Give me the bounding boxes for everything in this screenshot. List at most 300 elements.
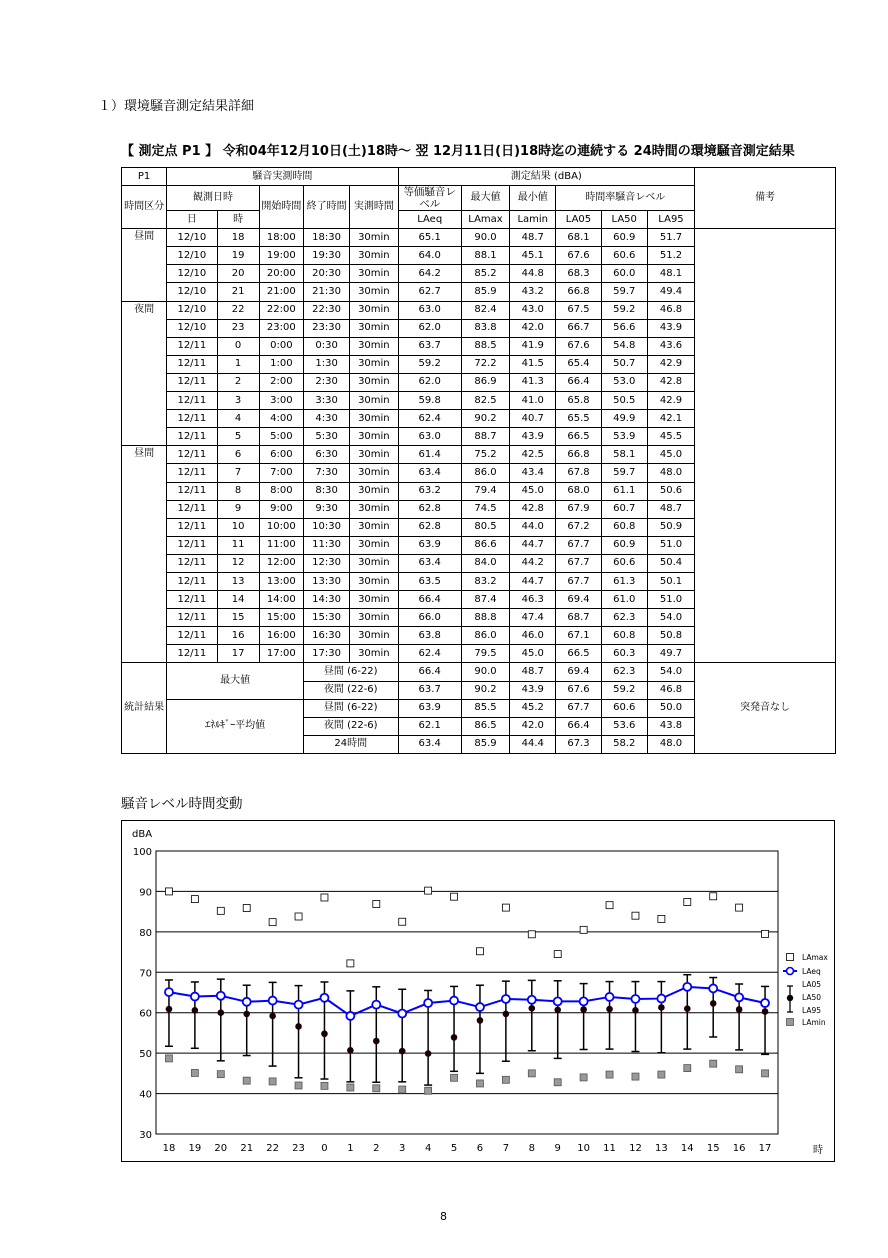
table-cell: 19 xyxy=(217,247,259,265)
table-cell: 30min xyxy=(350,247,398,265)
table-cell: 21:00 xyxy=(259,283,303,301)
table-cell: 65.5 xyxy=(556,410,601,428)
table-cell: 42.9 xyxy=(647,355,694,373)
la50-point xyxy=(580,1006,587,1013)
table-cell: 85.2 xyxy=(461,265,509,283)
table-cell: 15 xyxy=(217,609,259,627)
table-cell: 51.0 xyxy=(647,536,694,554)
table-cell: 1:00 xyxy=(259,355,303,373)
table-cell: 88.7 xyxy=(461,428,509,446)
la50-point xyxy=(295,1023,302,1030)
table-cell: 12/11 xyxy=(167,572,217,590)
header-time-group: 騒音実測時間 xyxy=(167,168,398,186)
table-cell: 67.3 xyxy=(556,735,601,753)
table-cell: 30min xyxy=(350,428,398,446)
table-cell: 21:30 xyxy=(303,283,349,301)
la50-point xyxy=(528,1005,535,1012)
table-cell: 2:30 xyxy=(303,373,349,391)
noise-results-table xyxy=(121,167,836,754)
laeq-point xyxy=(398,1010,406,1018)
table-cell: 66.4 xyxy=(556,373,601,391)
legend-label: LA95 xyxy=(802,1006,822,1015)
table-cell: 9:30 xyxy=(303,500,349,518)
table-cell: 4:00 xyxy=(259,410,303,428)
lamax-point xyxy=(580,926,587,933)
table-cell: 12/10 xyxy=(167,229,217,247)
laeq-point xyxy=(735,993,743,1001)
table-cell: 61.0 xyxy=(601,591,647,609)
lamax-point xyxy=(165,888,172,895)
table-cell: 62.8 xyxy=(398,518,461,536)
table-cell: 79.5 xyxy=(461,645,509,663)
table-cell: 62.3 xyxy=(601,663,647,681)
la50-point xyxy=(606,1006,613,1013)
stats-max-label: 最大値 xyxy=(167,663,304,699)
lamax-point xyxy=(295,913,302,920)
period-label: 昼間 xyxy=(122,229,167,301)
table-cell: 43.9 xyxy=(510,681,556,699)
header-point: P1 xyxy=(122,168,167,186)
table-cell: 12/10 xyxy=(167,301,217,319)
table-cell: 65.8 xyxy=(556,392,601,410)
table-cell: 20:00 xyxy=(259,265,303,283)
table-cell: 68.3 xyxy=(556,265,601,283)
header-result-group: 測定結果 (dBA) xyxy=(398,168,695,186)
table-cell: 12/11 xyxy=(167,609,217,627)
table-cell: 44.7 xyxy=(510,572,556,590)
table-cell: 0:30 xyxy=(303,337,349,355)
table-cell: 63.9 xyxy=(398,536,461,554)
table-cell: 88.1 xyxy=(461,247,509,265)
table-cell: 30min xyxy=(350,301,398,319)
table-cell: 22:00 xyxy=(259,301,303,319)
table-cell: 5:30 xyxy=(303,428,349,446)
table-cell: 90.0 xyxy=(461,663,509,681)
table-cell: 54.0 xyxy=(647,609,694,627)
table-cell: 67.8 xyxy=(556,464,601,482)
table-cell: 15:00 xyxy=(259,609,303,627)
x-axis-label: 時 xyxy=(813,1145,823,1156)
y-tick-label: 100 xyxy=(132,847,152,858)
lamin-point xyxy=(502,1076,509,1083)
table-cell: 30min xyxy=(350,536,398,554)
table-cell: 12/11 xyxy=(167,627,217,645)
stats-row xyxy=(122,663,836,681)
legend-la50-marker xyxy=(787,995,793,1001)
table-cell: 88.8 xyxy=(461,609,509,627)
table-cell: 60.7 xyxy=(601,500,647,518)
lamin-point xyxy=(710,1060,717,1067)
header-actual: 実測時間 xyxy=(350,186,398,229)
table-cell: 50.7 xyxy=(601,355,647,373)
la50-point xyxy=(373,1038,380,1045)
table-cell: 62.4 xyxy=(398,410,461,428)
table-cell: 41.9 xyxy=(510,337,556,355)
lamin-point xyxy=(658,1071,665,1078)
chart-title: 騒音レベル時間変動 xyxy=(121,796,243,812)
table-cell: 64.0 xyxy=(398,247,461,265)
stats-energy-label: ｴﾈﾙｷﾞｰ平均値 xyxy=(167,699,304,753)
table-cell: 30min xyxy=(350,627,398,645)
lamin-point xyxy=(451,1074,458,1081)
table-cell: 42.0 xyxy=(510,319,556,337)
table-cell: 63.2 xyxy=(398,482,461,500)
table-cell: 90.2 xyxy=(461,681,509,699)
table-cell: 5:00 xyxy=(259,428,303,446)
table-cell: 67.6 xyxy=(556,247,601,265)
table-cell: 12/10 xyxy=(167,283,217,301)
la50-point xyxy=(243,1011,250,1018)
table-cell: 47.4 xyxy=(510,609,556,627)
header-la05: LA05 xyxy=(556,211,601,229)
lamax-point xyxy=(762,930,769,937)
table-cell: 72.2 xyxy=(461,355,509,373)
table-cell: 45.1 xyxy=(510,247,556,265)
table-cell: 19:00 xyxy=(259,247,303,265)
laeq-point xyxy=(165,988,173,996)
table-cell: 67.6 xyxy=(556,337,601,355)
table-cell: 昼間 (6-22) xyxy=(303,699,398,717)
lamax-point xyxy=(373,900,380,907)
lamax-point xyxy=(425,887,432,894)
table-cell: 20 xyxy=(217,265,259,283)
x-tick-label: 0 xyxy=(321,1143,328,1154)
table-cell: 3:30 xyxy=(303,392,349,410)
table-cell: 16 xyxy=(217,627,259,645)
lamin-point xyxy=(606,1071,613,1078)
table-cell: 82.4 xyxy=(461,301,509,319)
table-cell: 17:30 xyxy=(303,645,349,663)
la50-point xyxy=(425,1050,432,1057)
table-cell: 12/11 xyxy=(167,355,217,373)
table-cell: 23:30 xyxy=(303,319,349,337)
lamax-point xyxy=(269,919,276,926)
header-leq-sym: LAeq xyxy=(398,211,461,229)
legend-lamin-marker xyxy=(787,1019,794,1026)
table-cell: 60.6 xyxy=(601,699,647,717)
lamin-point xyxy=(191,1069,198,1076)
lamax-point xyxy=(347,960,354,967)
legend-laeq-marker xyxy=(787,968,794,975)
table-cell: 12/11 xyxy=(167,392,217,410)
table-cell: 30min xyxy=(350,410,398,428)
table-cell: 13:00 xyxy=(259,572,303,590)
table-cell: 8:30 xyxy=(303,482,349,500)
lamax-point xyxy=(736,904,743,911)
table-cell: 65.4 xyxy=(556,355,601,373)
table-cell: 12/11 xyxy=(167,591,217,609)
table-cell: 82.5 xyxy=(461,392,509,410)
table-cell: 43.8 xyxy=(647,717,694,735)
table-cell: 8:00 xyxy=(259,482,303,500)
table-cell: 12/11 xyxy=(167,373,217,391)
table-cell: 48.0 xyxy=(647,464,694,482)
table-cell: 45.0 xyxy=(647,446,694,464)
period-label: 夜間 xyxy=(122,301,167,446)
lamax-point xyxy=(502,904,509,911)
header-percentile: 時間率騒音レベル xyxy=(556,186,695,211)
x-tick-label: 2 xyxy=(373,1143,380,1154)
y-tick-label: 30 xyxy=(139,1130,152,1141)
table-cell: 10:00 xyxy=(259,518,303,536)
lamin-point xyxy=(580,1074,587,1081)
table-cell: 30min xyxy=(350,355,398,373)
table-cell: 18 xyxy=(217,229,259,247)
table-cell: 65.1 xyxy=(398,229,461,247)
lamin-point xyxy=(476,1080,483,1087)
x-tick-label: 6 xyxy=(476,1143,484,1154)
table-cell: 30min xyxy=(350,337,398,355)
lamin-point xyxy=(762,1070,769,1077)
laeq-point xyxy=(243,998,251,1006)
legend-label: LAmax xyxy=(802,953,828,962)
x-tick-label: 1 xyxy=(347,1143,354,1154)
table-row xyxy=(122,229,836,247)
table-cell: 12 xyxy=(217,554,259,572)
legend-label: LAmin xyxy=(802,1018,826,1027)
laeq-point xyxy=(372,1001,380,1009)
lamax-point xyxy=(554,951,561,958)
table-cell: 48.7 xyxy=(647,500,694,518)
table-cell: 6 xyxy=(217,446,259,464)
table-cell: 12/11 xyxy=(167,428,217,446)
table-cell: 30min xyxy=(350,392,398,410)
table-cell: 16:00 xyxy=(259,627,303,645)
table-cell: 66.8 xyxy=(556,283,601,301)
header-max-sym: LAmax xyxy=(461,211,509,229)
table-cell: 66.4 xyxy=(556,717,601,735)
table-cell: 90.2 xyxy=(461,410,509,428)
table-cell: 23:00 xyxy=(259,319,303,337)
laeq-point xyxy=(450,997,458,1005)
table-cell: 64.2 xyxy=(398,265,461,283)
table-cell: 42.9 xyxy=(647,392,694,410)
remarks-cell xyxy=(695,229,836,663)
table-cell: 62.0 xyxy=(398,319,461,337)
x-tick-label: 21 xyxy=(240,1143,254,1154)
table-cell: 12/11 xyxy=(167,536,217,554)
lamax-point xyxy=(217,907,224,914)
la50-point xyxy=(554,1007,561,1014)
table-cell: 60.8 xyxy=(601,518,647,536)
la50-point xyxy=(762,1008,769,1015)
header-la50: LA50 xyxy=(601,211,647,229)
table-cell: 63.0 xyxy=(398,428,461,446)
lamax-point xyxy=(321,894,328,901)
table-cell: 43.0 xyxy=(510,301,556,319)
lamax-point xyxy=(451,893,458,900)
x-tick-label: 20 xyxy=(214,1143,228,1154)
table-cell: 7:00 xyxy=(259,464,303,482)
laeq-point xyxy=(502,995,510,1003)
table-cell: 7 xyxy=(217,464,259,482)
table-cell: 60.9 xyxy=(601,536,647,554)
table-cell: 59.7 xyxy=(601,283,647,301)
x-tick-label: 8 xyxy=(528,1143,535,1154)
table-cell: 42.5 xyxy=(510,446,556,464)
x-tick-label: 5 xyxy=(450,1143,458,1154)
table-cell: 30min xyxy=(350,373,398,391)
lamax-point xyxy=(710,893,717,900)
lamin-point xyxy=(269,1078,276,1085)
table-cell: 21 xyxy=(217,283,259,301)
table-cell: 夜間 (22-6) xyxy=(303,681,398,699)
table-cell: 68.0 xyxy=(556,482,601,500)
table-cell: 69.4 xyxy=(556,591,601,609)
la50-point xyxy=(503,1011,510,1018)
table-cell: 12/10 xyxy=(167,265,217,283)
la50-point xyxy=(166,1006,173,1013)
table-cell: 45.5 xyxy=(647,428,694,446)
table-cell: 79.4 xyxy=(461,482,509,500)
table-cell: 5 xyxy=(217,428,259,446)
table-cell: 30min xyxy=(350,645,398,663)
table-cell: 11:00 xyxy=(259,536,303,554)
lamax-point xyxy=(528,931,535,938)
table-cell: 50.5 xyxy=(601,392,647,410)
x-tick-label: 15 xyxy=(706,1143,720,1154)
table-cell: 45.2 xyxy=(510,699,556,717)
la50-point xyxy=(321,1030,328,1037)
lamin-point xyxy=(295,1082,302,1089)
table-cell: 53.6 xyxy=(601,717,647,735)
table-cell: 68.1 xyxy=(556,229,601,247)
table-cell: 7:30 xyxy=(303,464,349,482)
x-tick-label: 9 xyxy=(554,1143,561,1154)
table-cell: 63.9 xyxy=(398,699,461,717)
la50-point xyxy=(710,1000,717,1007)
table-cell: 42.1 xyxy=(647,410,694,428)
table-cell: 12/11 xyxy=(167,645,217,663)
table-cell: 51.2 xyxy=(647,247,694,265)
header-remarks: 備考 xyxy=(695,168,836,229)
table-cell: 30min xyxy=(350,591,398,609)
table-cell: 74.5 xyxy=(461,500,509,518)
table-cell: 3 xyxy=(217,392,259,410)
y-axis-label: dBA xyxy=(132,829,153,840)
table-cell: 43.9 xyxy=(647,319,694,337)
table-cell: 16:30 xyxy=(303,627,349,645)
table-cell: 50.4 xyxy=(647,554,694,572)
table-cell: 12/11 xyxy=(167,410,217,428)
table-cell: 66.4 xyxy=(398,663,461,681)
table-cell: 30min xyxy=(350,609,398,627)
table-cell: 44.2 xyxy=(510,554,556,572)
table-cell: 63.7 xyxy=(398,681,461,699)
lamin-point xyxy=(243,1077,250,1084)
table-cell: 44.4 xyxy=(510,735,556,753)
legend-lamax-marker xyxy=(787,954,794,961)
table-cell: 3:00 xyxy=(259,392,303,410)
table-cell: 50.9 xyxy=(647,518,694,536)
table-cell: 41.3 xyxy=(510,373,556,391)
table-cell: 62.4 xyxy=(398,645,461,663)
table-cell: 59.8 xyxy=(398,392,461,410)
x-tick-label: 22 xyxy=(266,1143,279,1154)
table-cell: 50.6 xyxy=(647,482,694,500)
table-cell: 14 xyxy=(217,591,259,609)
lamax-point xyxy=(606,902,613,909)
table-cell: 46.3 xyxy=(510,591,556,609)
laeq-point xyxy=(476,1003,484,1011)
la50-point xyxy=(684,1005,691,1012)
table-cell: 63.8 xyxy=(398,627,461,645)
table-cell: 48.0 xyxy=(647,735,694,753)
legend-label: LA50 xyxy=(802,993,822,1002)
lamin-point xyxy=(373,1085,380,1092)
header-min: 最小値 xyxy=(510,186,556,211)
table-cell: 80.5 xyxy=(461,518,509,536)
laeq-point xyxy=(295,1001,303,1009)
table-cell: 12/11 xyxy=(167,500,217,518)
table-cell: 90.0 xyxy=(461,229,509,247)
table-cell: 62.0 xyxy=(398,373,461,391)
y-tick-label: 60 xyxy=(139,1008,152,1020)
table-cell: 44.0 xyxy=(510,518,556,536)
table-cell: 0:00 xyxy=(259,337,303,355)
lamax-point xyxy=(476,948,483,955)
lamax-point xyxy=(684,898,691,905)
la50-point xyxy=(632,1007,639,1014)
table-cell: 12/11 xyxy=(167,518,217,536)
table-cell: 62.8 xyxy=(398,500,461,518)
table-cell: 13 xyxy=(217,572,259,590)
legend-label: LAeq xyxy=(802,967,821,976)
table-cell: 12/11 xyxy=(167,482,217,500)
header-obs-datetime: 観測日時 xyxy=(167,186,259,211)
laeq-point xyxy=(554,997,562,1005)
x-tick-label: 19 xyxy=(188,1143,202,1154)
y-tick-label: 70 xyxy=(139,968,152,980)
table-cell: 41.0 xyxy=(510,392,556,410)
table-cell: 62.7 xyxy=(398,283,461,301)
table-cell: 13:30 xyxy=(303,572,349,590)
table-cell: 40.7 xyxy=(510,410,556,428)
table-cell: 62.3 xyxy=(601,609,647,627)
table-cell: 30min xyxy=(350,229,398,247)
table-cell: 62.1 xyxy=(398,717,461,735)
table-cell: 68.7 xyxy=(556,609,601,627)
table-cell: 63.5 xyxy=(398,572,461,590)
table-cell: 85.9 xyxy=(461,283,509,301)
table-cell: 86.5 xyxy=(461,717,509,735)
table-cell: 86.6 xyxy=(461,536,509,554)
x-tick-label: 11 xyxy=(603,1143,616,1154)
table-cell: 12/11 xyxy=(167,446,217,464)
table-cell: 45.0 xyxy=(510,482,556,500)
lamin-point xyxy=(554,1079,561,1086)
table-cell: 66.5 xyxy=(556,645,601,663)
table-cell: 60.0 xyxy=(601,265,647,283)
table-cell: 6:30 xyxy=(303,446,349,464)
table-cell: 18:30 xyxy=(303,229,349,247)
table-cell: 67.7 xyxy=(556,572,601,590)
y-tick-label: 90 xyxy=(139,887,152,899)
stats-remark: 突発音なし xyxy=(695,663,836,753)
table-cell: 昼間 (6-22) xyxy=(303,663,398,681)
laeq-point xyxy=(580,997,588,1005)
table-cell: 30min xyxy=(350,446,398,464)
table-cell: 63.4 xyxy=(398,735,461,753)
table-cell: 夜間 (22-6) xyxy=(303,717,398,735)
x-tick-label: 4 xyxy=(424,1143,432,1154)
table-cell: 75.2 xyxy=(461,446,509,464)
table-cell: 1 xyxy=(217,355,259,373)
table-cell: 12/11 xyxy=(167,337,217,355)
table-cell: 30min xyxy=(350,500,398,518)
table-cell: 67.7 xyxy=(556,699,601,717)
table-cell: 67.5 xyxy=(556,301,601,319)
